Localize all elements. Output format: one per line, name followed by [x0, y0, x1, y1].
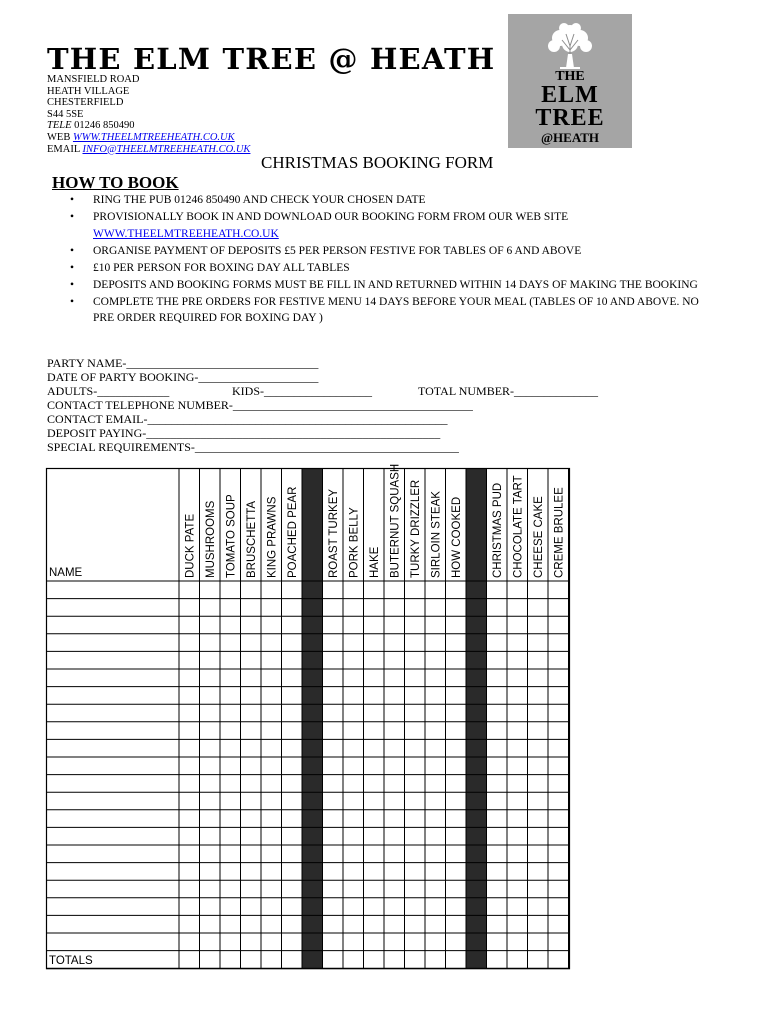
course-separator	[302, 468, 323, 968]
form-title: CHRISTMAS BOOKING FORM	[261, 153, 494, 172]
instruction-text: ORGANISE PAYMENT OF DEPOSITS £5 PER PERSON FESTIVE FOR TABLES OF 6 AND ABOVE	[93, 244, 582, 257]
name-cell[interactable]	[47, 723, 178, 739]
party-date-field[interactable]: DATE OF PARTY BOOKING-____________________	[47, 370, 319, 384]
menu-column-header: CHEESE CAKE	[532, 496, 545, 578]
address-line: S44 5SE	[47, 108, 84, 120]
contact-phone-field[interactable]: CONTACT TELEPHONE NUMBER-________________________________________	[47, 398, 473, 412]
menu-column-header: HAKE	[368, 546, 381, 578]
name-cell[interactable]	[47, 758, 178, 774]
email-link[interactable]: INFO@THEELMTREEHEATH.CO.UK	[82, 143, 251, 155]
total-number-field[interactable]: TOTAL NUMBER-______________	[418, 384, 599, 398]
instruction-item	[70, 294, 720, 327]
name-cell[interactable]	[47, 811, 178, 827]
name-cell[interactable]	[47, 881, 178, 897]
name-cell[interactable]	[47, 793, 178, 809]
address-block	[47, 74, 250, 155]
instructions-list	[70, 192, 720, 327]
tele-value: 01246 850490	[74, 120, 135, 132]
address-line: HEATH VILLAGE	[47, 85, 130, 97]
logo-text: THE	[555, 69, 585, 84]
name-cell[interactable]	[47, 670, 178, 686]
instruction-text: PROVISIONALLY BOOK IN AND DOWNLOAD OUR BOOKING FORM FROM OUR WEB SITE	[93, 211, 569, 223]
name-cell[interactable]	[47, 846, 178, 862]
menu-column-header: HOW COOKED	[450, 496, 463, 578]
instruction-item	[70, 243, 720, 260]
name-cell[interactable]	[47, 828, 178, 844]
course-separator	[466, 468, 487, 968]
email-line	[47, 144, 250, 156]
menu-column-header: POACHED PEAR	[286, 486, 299, 578]
name-cell[interactable]	[47, 916, 178, 932]
instruction-item	[70, 260, 720, 277]
instruction-item	[70, 209, 720, 242]
name-cell[interactable]	[47, 864, 178, 880]
name-column-header: NAME	[49, 567, 83, 579]
web-label: WEB	[47, 131, 71, 143]
address-line: MANSFIELD ROAD	[47, 74, 140, 85]
kids-field[interactable]: KIDS-__________________	[232, 384, 372, 398]
order-table	[46, 463, 571, 968]
name-cell[interactable]	[47, 740, 178, 756]
name-cell[interactable]	[47, 688, 178, 704]
name-cell[interactable]	[47, 635, 178, 651]
instruction-text: DEPOSITS AND BOOKING FORMS MUST BE FILL IN AND RETURNED WITHIN 14 DAYS OF MAKING THE BOOKING	[93, 278, 698, 291]
menu-column-header: SIRLOIN STEAK	[430, 491, 443, 578]
web-link[interactable]: WWW.THEELMTREEHEATH.CO.UK	[72, 131, 235, 143]
restaurant-title: THE ELM TREE @ HEATH	[47, 42, 496, 76]
menu-column-header: CHOCOLATE TART	[512, 475, 525, 578]
contact-email-field[interactable]: CONTACT EMAIL-__________________________________________________	[47, 412, 448, 426]
tele-label: TELE	[47, 120, 72, 132]
instruction-text: £10 PER PERSON FOR BOXING DAY ALL TABLES	[93, 261, 350, 274]
party-name-field[interactable]: PARTY NAME-________________________________	[47, 356, 319, 370]
menu-column-header: BRUSCHETTA	[245, 500, 258, 578]
menu-column-header: CHRISTMAS PUD	[491, 482, 504, 578]
logo-text: TREE	[535, 105, 605, 131]
name-cell[interactable]	[47, 776, 178, 792]
menu-column-header: DUCK PATE	[184, 513, 197, 578]
menu-column-header: MUSHROOMS	[204, 500, 217, 578]
adults-field[interactable]: ADULTS-____________	[47, 384, 170, 398]
logo	[508, 14, 632, 148]
tree-icon	[544, 20, 596, 70]
menu-column-header: BUTERNUT SQUASH	[389, 463, 402, 578]
telephone-line	[47, 120, 250, 132]
instruction-text: COMPLETE THE PRE ORDERS FOR FESTIVE MENU 14 DAYS BEFORE YOUR MEAL (TABLES OF 10 AND ABOVE. NO PRE ORDER REQUIRED FOR BOXING DAY )	[93, 295, 699, 324]
menu-column-header: TOMATO SOUP	[225, 494, 238, 578]
menu-column-header: CREME BRULEE	[553, 487, 566, 578]
address-line: CHESTERFIELD	[47, 97, 124, 109]
logo-text: ELM	[541, 82, 599, 108]
special-requirements-field[interactable]: SPECIAL REQUIREMENTS-____________________________________________	[47, 440, 459, 454]
name-cell[interactable]	[47, 705, 178, 721]
email-label: EMAIL	[47, 143, 80, 155]
menu-column-header: KING PRAWNS	[266, 496, 279, 578]
menu-column-header: TURKY DRIZZLER	[409, 479, 422, 578]
name-cell[interactable]	[47, 600, 178, 616]
deposit-field[interactable]: DEPOSIT PAYING-_________________________________________________	[47, 426, 441, 440]
name-cell[interactable]	[47, 582, 178, 598]
name-cell[interactable]	[47, 934, 178, 950]
instruction-item	[70, 277, 720, 294]
menu-column-header: ROAST TURKEY	[327, 488, 340, 578]
menu-column-header: PORK BELLY	[348, 507, 361, 578]
instruction-item	[70, 192, 720, 209]
name-cell[interactable]	[47, 652, 178, 668]
logo-text: @HEATH	[540, 130, 600, 145]
website-link[interactable]: WWW.THEELMTREEHEATH.CO.UK	[93, 227, 279, 240]
how-to-book-heading: HOW TO BOOK	[52, 173, 179, 192]
name-cell[interactable]	[47, 617, 178, 633]
instruction-text: RING THE PUB 01246 850490 AND CHECK YOUR CHOSEN DATE	[93, 194, 426, 206]
web-line	[47, 132, 250, 144]
name-cell[interactable]	[47, 899, 178, 915]
totals-label: TOTALS	[49, 955, 93, 968]
